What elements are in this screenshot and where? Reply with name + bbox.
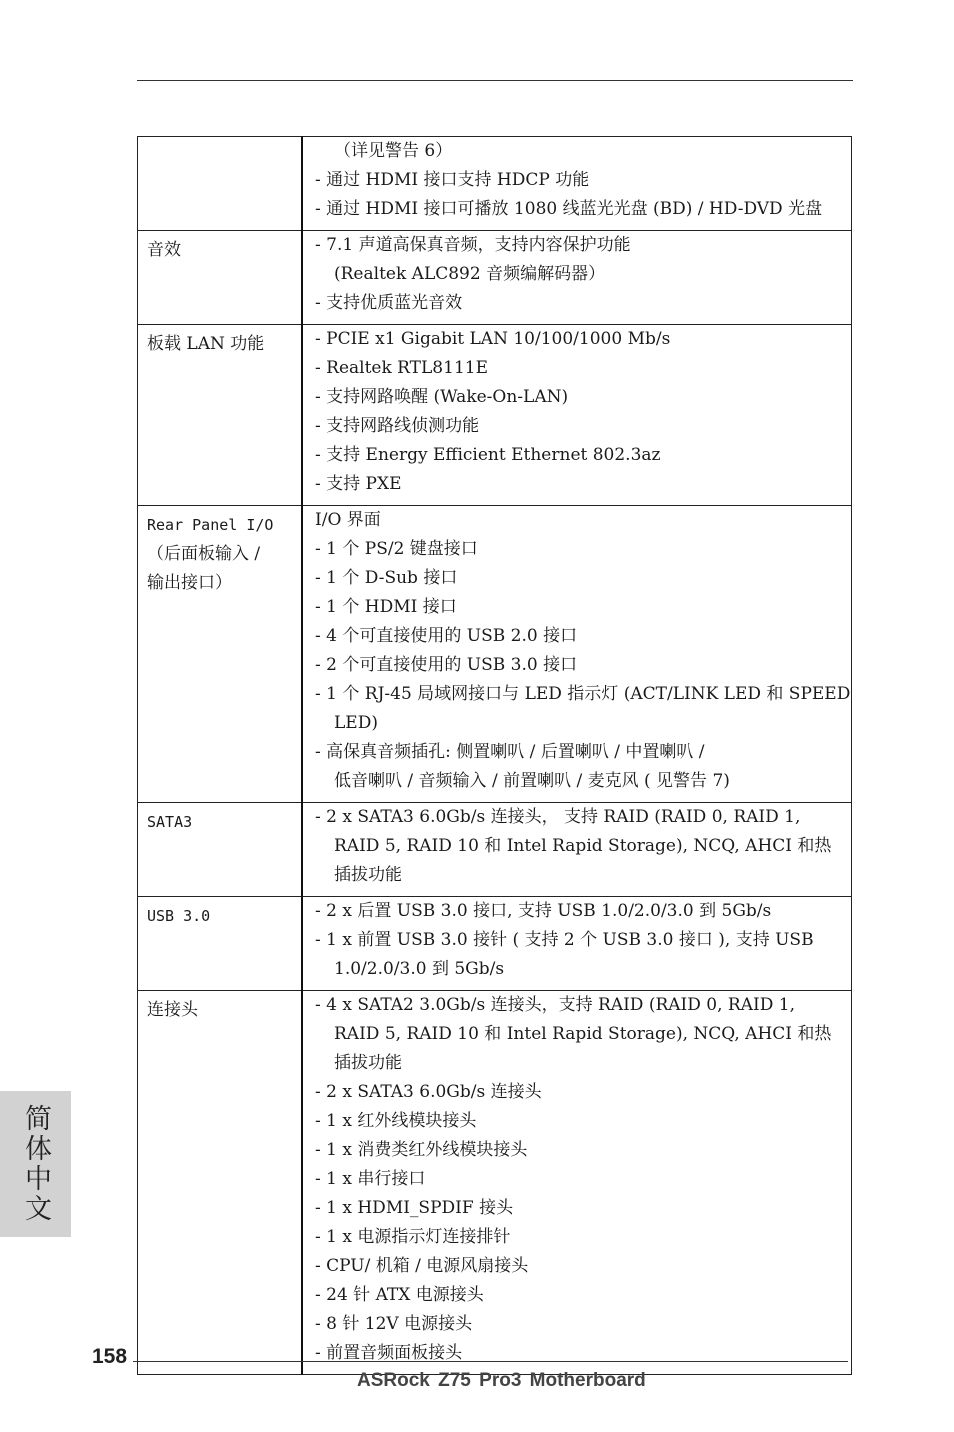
spec-line: 插拔功能 (334, 1053, 402, 1073)
spec-row (138, 991, 852, 1375)
spec-line: - 1 x 前置 USB 3.0 接针 ( 支持 2 个 USB 3.0 接口 ), 支持 USB (315, 930, 814, 950)
spec-row (138, 803, 852, 897)
spec-line: - 支持 PXE (315, 474, 402, 494)
page-number: 158 (92, 1345, 128, 1368)
spec-row (138, 137, 852, 231)
spec-label: 输出接口） (147, 573, 232, 593)
spec-label: 连接头 (147, 1000, 198, 1020)
spec-value-cell (302, 137, 852, 231)
bottom-rule (133, 1361, 848, 1362)
spec-line: （详见警告 6） (334, 141, 453, 161)
spec-label: （后面板输入 / (147, 544, 261, 564)
spec-label: USB 3.0 (147, 907, 211, 925)
spec-line: (Realtek ALC892 音频编解码器） (334, 264, 606, 284)
spec-line: - 1 x 电源指示灯连接排针 (315, 1227, 511, 1247)
spec-label-cell (138, 231, 303, 325)
spec-line: I/O 界面 (315, 510, 381, 530)
spec-line: - 1 个 D-Sub 接口 (315, 568, 458, 588)
spec-line: - 支持网路线侦测功能 (315, 416, 480, 436)
spec-label: SATA3 (147, 813, 193, 831)
spec-line: - PCIE x1 Gigabit LAN 10/100/1000 Mb/s (315, 329, 671, 349)
spec-value-cell (302, 803, 852, 897)
spec-row (138, 325, 852, 506)
spec-line: - 1 x HDMI_SPDIF 接头 (315, 1198, 514, 1218)
spec-line: - Realtek RTL8111E (315, 358, 488, 378)
language-tab-label: 简体中文 (20, 1104, 51, 1224)
spec-line: - CPU/ 机箱 / 电源风扇接头 (315, 1256, 529, 1276)
spec-row (138, 231, 852, 325)
spec-line: - 2 x SATA3 6.0Gb/s 连接头， 支持 RAID (RAID 0, RAID 1, (315, 807, 801, 827)
spec-value-cell (302, 506, 852, 803)
spec-value-cell (302, 991, 852, 1375)
footer-title: ASRock Z75 Pro3 Motherboard (357, 1370, 646, 1391)
spec-line: - 1 x 消费类红外线模块接头 (315, 1140, 528, 1160)
spec-line: - 4 个可直接使用的 USB 2.0 接口 (315, 626, 578, 646)
spec-line: - 24 针 ATX 电源接头 (315, 1285, 484, 1305)
spec-line: - 8 针 12V 电源接头 (315, 1314, 473, 1334)
spec-line: - 2 x SATA3 6.0Gb/s 连接头 (315, 1082, 542, 1102)
spec-label-cell (138, 137, 303, 231)
spec-line: - 通过 HDMI 接口支持 HDCP 功能 (315, 170, 590, 190)
spec-line: - 支持优质蓝光音效 (315, 293, 463, 313)
spec-line: 1.0/2.0/3.0 到 5Gb/s (334, 959, 505, 979)
spec-row (138, 506, 852, 803)
spec-value-cell (302, 325, 852, 506)
top-rule (137, 80, 853, 81)
spec-line: RAID 5, RAID 10 和 Intel Rapid Storage), NCQ, AHCI 和热 (334, 1024, 832, 1044)
spec-line: - 2 x 后置 USB 3.0 接口, 支持 USB 1.0/2.0/3.0 到 5Gb/s (315, 901, 772, 921)
spec-line: LED) (334, 713, 378, 733)
spec-line: - 前置音频面板接头 (315, 1343, 463, 1363)
spec-line: - 支持网路唤醒 (Wake-On-LAN) (315, 387, 569, 407)
spec-value-cell (302, 897, 852, 991)
spec-line: - 1 x 串行接口 (315, 1169, 426, 1189)
spec-label: 板载 LAN 功能 (147, 334, 265, 354)
spec-line: - 1 个 HDMI 接口 (315, 597, 457, 617)
spec-line: - 2 个可直接使用的 USB 3.0 接口 (315, 655, 578, 675)
spec-line: RAID 5, RAID 10 和 Intel Rapid Storage), NCQ, AHCI 和热 (334, 836, 832, 856)
spec-line: - 1 x 红外线模块接头 (315, 1111, 477, 1131)
spec-label-cell (138, 803, 303, 897)
spec-label-cell (138, 991, 303, 1375)
spec-line: 插拔功能 (334, 865, 402, 885)
spec-label-cell (138, 897, 303, 991)
spec-label-cell (138, 325, 303, 506)
spec-line: - 1 个 PS/2 键盘接口 (315, 539, 478, 559)
spec-row (138, 897, 852, 991)
spec-line: - 支持 Energy Efficient Ethernet 802.3az (315, 445, 661, 465)
spec-line: - 通过 HDMI 接口可播放 1080 线蓝光光盘 (BD) / HD-DVD 光盘 (315, 199, 823, 219)
spec-label: Rear Panel I/O (147, 516, 274, 534)
spec-value-cell (302, 231, 852, 325)
spec-line: - 1 个 RJ-45 局域网接口与 LED 指示灯 (ACT/LINK LED 和 SPEED (315, 684, 851, 704)
spec-table-body (138, 137, 852, 1375)
language-tab (0, 1091, 71, 1237)
spec-label-cell (138, 506, 303, 803)
spec-line: 低音喇叭 / 音频输入 / 前置喇叭 / 麦克风 ( 见警告 7) (334, 771, 730, 791)
spec-line: - 7.1 声道高保真音频，支持内容保护功能 (315, 235, 631, 255)
spec-label: 音效 (147, 240, 181, 260)
spec-line: - 高保真音频插孔: 侧置喇叭 / 后置喇叭 / 中置喇叭 / (315, 742, 705, 762)
spec-table (137, 136, 852, 1375)
spec-line: - 4 x SATA2 3.0Gb/s 连接头，支持 RAID (RAID 0, RAID 1, (315, 995, 795, 1015)
